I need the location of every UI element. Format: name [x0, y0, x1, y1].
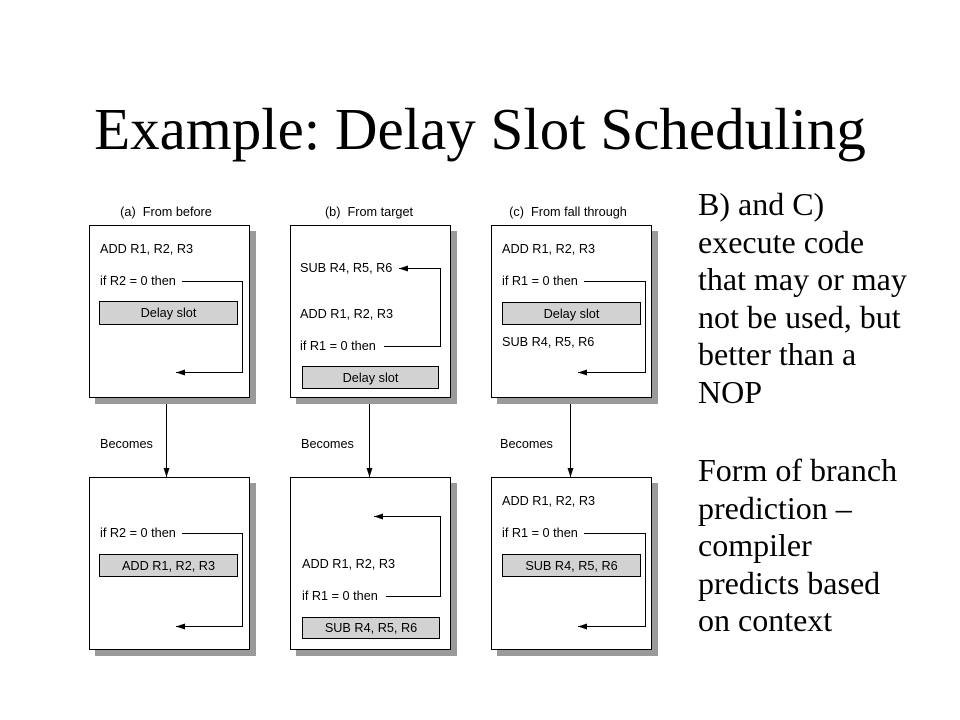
column-header-from-before: (a) From before — [120, 205, 212, 219]
branch-instruction: if R1 = 0 then — [502, 526, 578, 540]
instruction-add: ADD R1, R2, R3 — [302, 557, 396, 571]
notes-line: B) and C) — [698, 186, 825, 222]
filled-delay-slot: ADD R1, R2, R3 — [99, 554, 238, 577]
delay-slot: Delay slot — [302, 366, 439, 389]
instruction-sub-target: SUB R4, R5, R6 — [300, 261, 393, 275]
notes-line: Form of branch — [698, 452, 898, 488]
branch-instruction: if R1 = 0 then — [302, 589, 378, 603]
notes-line: predicts based — [698, 564, 881, 601]
instruction-add: ADD R1, R2, R3 — [502, 494, 596, 508]
becomes-label: Becomes — [301, 437, 354, 451]
instruction-add: ADD R1, R2, R3 — [300, 307, 394, 321]
branch-instruction: if R1 = 0 then — [502, 274, 578, 288]
notes-line: on context — [698, 602, 833, 638]
filled-delay-slot: SUB R4, R5, R6 — [502, 554, 641, 577]
becomes-label: Becomes — [500, 437, 553, 451]
column-header-from-target: (b) From target — [324, 205, 414, 219]
slide-title: Example: Delay Slot Scheduling — [94, 96, 866, 162]
notes-paragraph-1 — [698, 186, 907, 411]
column-header-from-fall-through: (c) From fall through — [509, 205, 627, 219]
branch-instruction: if R2 = 0 then — [100, 274, 176, 288]
instruction-add: ADD R1, R2, R3 — [100, 242, 194, 256]
becomes-label: Becomes — [100, 437, 153, 451]
branch-instruction: if R2 = 0 then — [100, 526, 176, 540]
filled-delay-slot: SUB R4, R5, R6 — [302, 617, 440, 639]
notes-line: prediction – — [698, 489, 852, 526]
notes-line: better than a — [698, 336, 857, 372]
delay-slot: Delay slot — [502, 302, 641, 325]
instruction-sub-fall-through: SUB R4, R5, R6 — [502, 335, 595, 349]
instruction-add: ADD R1, R2, R3 — [502, 242, 596, 256]
notes-line: compiler — [698, 527, 812, 563]
branch-instruction: if R1 = 0 then — [300, 339, 376, 353]
notes-line: that may or may — [698, 261, 907, 297]
notes-line: NOP — [698, 373, 763, 410]
notes-paragraph-2 — [698, 452, 897, 640]
notes-line: execute code — [698, 223, 865, 260]
delay-slot: Delay slot — [99, 301, 238, 325]
notes-line: not be used, but — [698, 298, 901, 335]
